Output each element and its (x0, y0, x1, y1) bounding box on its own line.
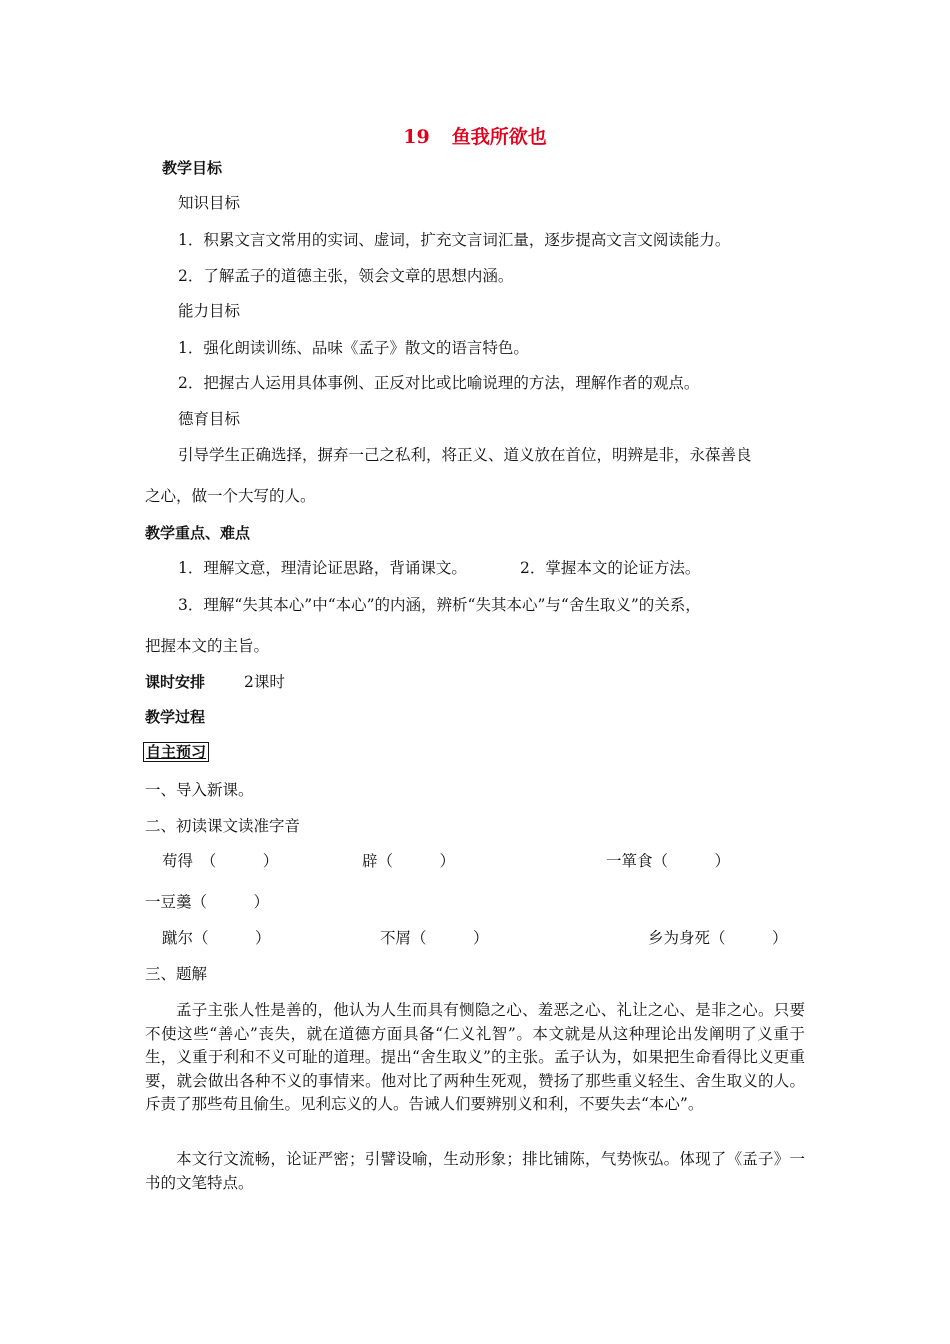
preview-heading (143, 742, 209, 762)
ability-item-1: 1．强化朗读训练、品味《孟子》散文的语言特色。 (178, 339, 529, 357)
process-heading: 教学过程 (145, 708, 206, 726)
pron-item-5: 蹴尔（ ） (162, 929, 271, 947)
keypoints-heading: 教学重点、难点 (145, 524, 251, 542)
explanation-paragraph-2: 本文行文流畅，论证严密；引譬设喻，生动形象；排比铺陈，气势恢弘。体现了《孟子》一书的文笔特点。 (145, 1150, 805, 1192)
pron-item-2: 辟（ ） (362, 852, 456, 870)
pron-item-1: 苟得 （ ） (162, 852, 279, 870)
keypoint-3-line-2: 把握本文的主旨。 (145, 637, 270, 655)
pron-item-7: 乡为身死（ ） (648, 929, 788, 947)
knowledge-item-2: 2．了解孟子的道德主张，领会文章的思想内涵。 (178, 267, 514, 285)
keypoint-1: 1．理解文意，理清论证思路，背诵课文。 (178, 559, 467, 577)
lesson-title: 鱼我所欲也 (451, 126, 547, 148)
moral-line-1: 引导学生正确选择，摒弃一己之私利，将正义、道义放在首位，明辨是非，永葆善良 (178, 446, 752, 464)
keypoint-2: 2．掌握本文的论证方法。 (520, 559, 701, 577)
section-2: 二、初读课文读准字音 (145, 817, 301, 835)
pron-item-6: 不屑（ ） (380, 929, 489, 947)
knowledge-heading: 知识目标 (178, 194, 241, 212)
preview-heading-label: 自主预习 (143, 742, 209, 762)
keypoint-3-line-1: 3．理解“失其本心”中“本心”的内涵，辨析“失其本心”与“舍生取义”的关系， (178, 596, 701, 614)
lesson-number: 19 (403, 126, 430, 148)
section-3: 三、题解 (145, 965, 208, 983)
moral-line-2: 之心，做一个大写的人。 (145, 487, 316, 505)
schedule-heading: 课时安排 (145, 673, 206, 691)
section-1: 一、导入新课。 (145, 781, 254, 799)
ability-item-2: 2．把握古人运用具体事例、正反对比或比喻说理的方法，理解作者的观点。 (178, 374, 700, 392)
explanation-paragraph-1: 孟子主张人性是善的，他认为人生而具有恻隐之心、羞恶之心、礼让之心、是非之心。只要不使这些“善心”丧失，就在道德方面具备“仁义礼智”。本文就是从这种理论出发阐明了义重于生，义重于利和不义可耻的道理。提出“舍生取义”的主张。孟子认为，如果把生命看得比义更重要，就会做出各种不义的事情来。他对比了两种生死观，赞扬了那些重义轻生、舍生取义的人。斥责了那些苟且偷生。见利忘义的人。告诫人们要辨别义和利，不要失去“本心”。 (145, 1001, 805, 1113)
ability-heading: 能力目标 (178, 302, 241, 320)
objectives-heading: 教学目标 (162, 159, 223, 177)
schedule-value: 2课时 (244, 673, 285, 691)
pron-item-4: 一豆羹（ ） (145, 893, 270, 911)
pron-item-3: 一箪食（ ） (606, 852, 731, 870)
knowledge-item-1: 1．积累文言文常用的实词、虚词，扩充文言词汇量，逐步提高文言文阅读能力。 (178, 231, 731, 249)
moral-heading: 德育目标 (178, 410, 241, 428)
page-title (0, 127, 950, 147)
